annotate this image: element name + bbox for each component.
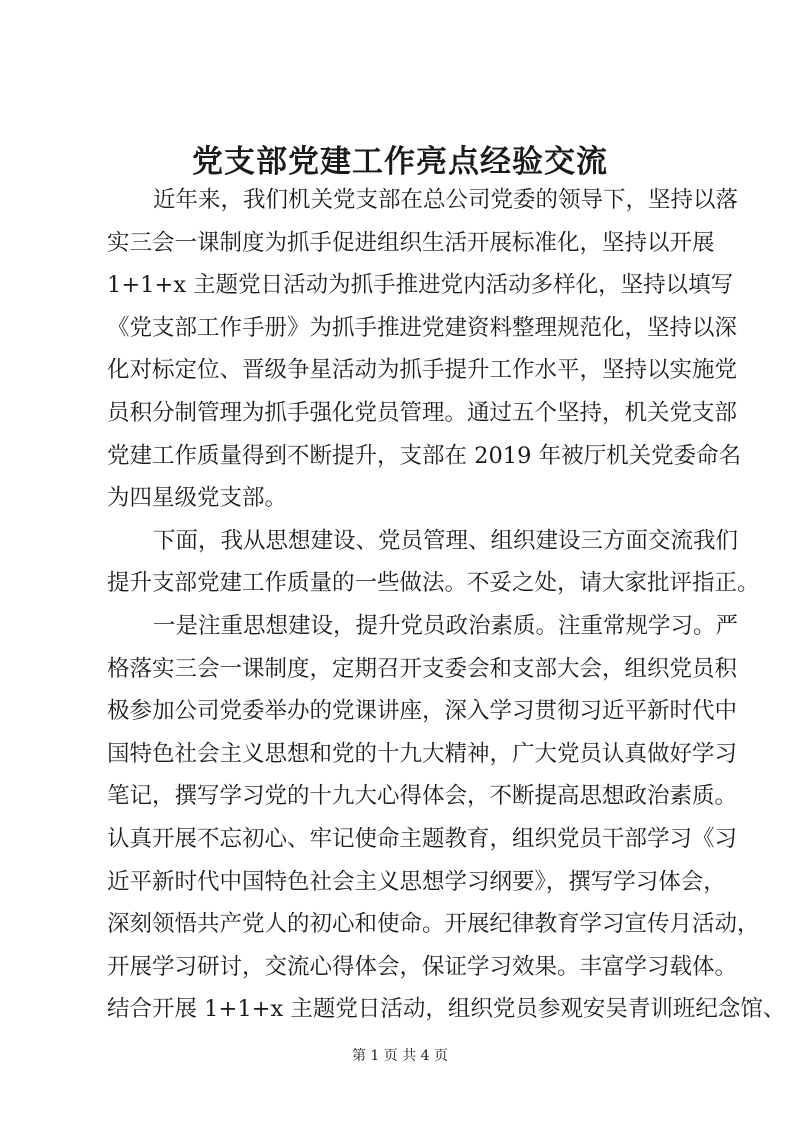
paragraph-line: 近年来，我们机关党支部在总公司党委的领导下，坚持以落 (153, 187, 739, 213)
paragraph-line: 深刻领悟共产党人的初心和使命。开展纪律教育学习宣传月活动， (107, 911, 760, 938)
paragraph-line: 近平新时代中国特色社会主义思想学习纲要》，撰写学习体会， (107, 868, 726, 895)
paragraph-line: 国特色社会主义思想和党的十九大精神，广大党员认真做好学习 (107, 740, 738, 767)
paragraph-line: 开展学习研讨，交流心得体会，保证学习效果。丰富学习载体。 (107, 953, 738, 980)
paragraph-line: 党建工作质量得到不断提升，支部在 2019 年被厅机关党委命名 (107, 442, 742, 469)
document-title: 党支部党建工作亮点经验交流 (192, 144, 608, 180)
paragraph-line: 一是注重思想建设，提升党员政治素质。注重常规学习。严 (153, 613, 739, 639)
paragraph-line: 1+1+x 主题党日活动为抓手推进党内活动多样化，坚持以填写 (107, 272, 734, 299)
page-number-footer: 第 1 页 共 4 页 (351, 1048, 449, 1064)
paragraph-line: 极参加公司党委举办的党课讲座，深入学习贯彻习近平新时代中 (107, 698, 738, 725)
paragraph-line: 化对标定位、晋级争星活动为抓手提升工作水平，坚持以实施党 (107, 357, 738, 384)
paragraph-line: 格落实三会一课制度，定期召开支委会和支部大会，组织党员积 (107, 655, 738, 682)
paragraph-line: 提升支部党建工作质量的一些做法。不妥之处，请大家批评指正。 (107, 570, 760, 597)
paragraph-line: 笔记，撰写学习党的十九大心得体会，不断提高思想政治素质。 (107, 783, 738, 810)
paragraph-line: 结合开展 1+1+x 主题党日活动，组织党员参观安吴青训班纪念馆、 (107, 996, 786, 1023)
paragraph-line: 员积分制管理为抓手强化党员管理。通过五个坚持，机关党支部 (107, 400, 738, 426)
paragraph-line: 为四星级党支部。 (107, 485, 288, 512)
paragraph-line: 《党支部工作手册》为抓手推进党建资料整理规范化，坚持以深 (107, 314, 738, 341)
paragraph-line: 下面，我从思想建设、党员管理、组织建设三方面交流我们 (153, 527, 739, 554)
paragraph-line: 认真开展不忘初心、牢记使命主题教育，组织党员干部学习《习 (107, 826, 738, 852)
paragraph-line: 实三会一课制度为抓手促进组织生活开展标准化，坚持以开展 (107, 229, 715, 256)
